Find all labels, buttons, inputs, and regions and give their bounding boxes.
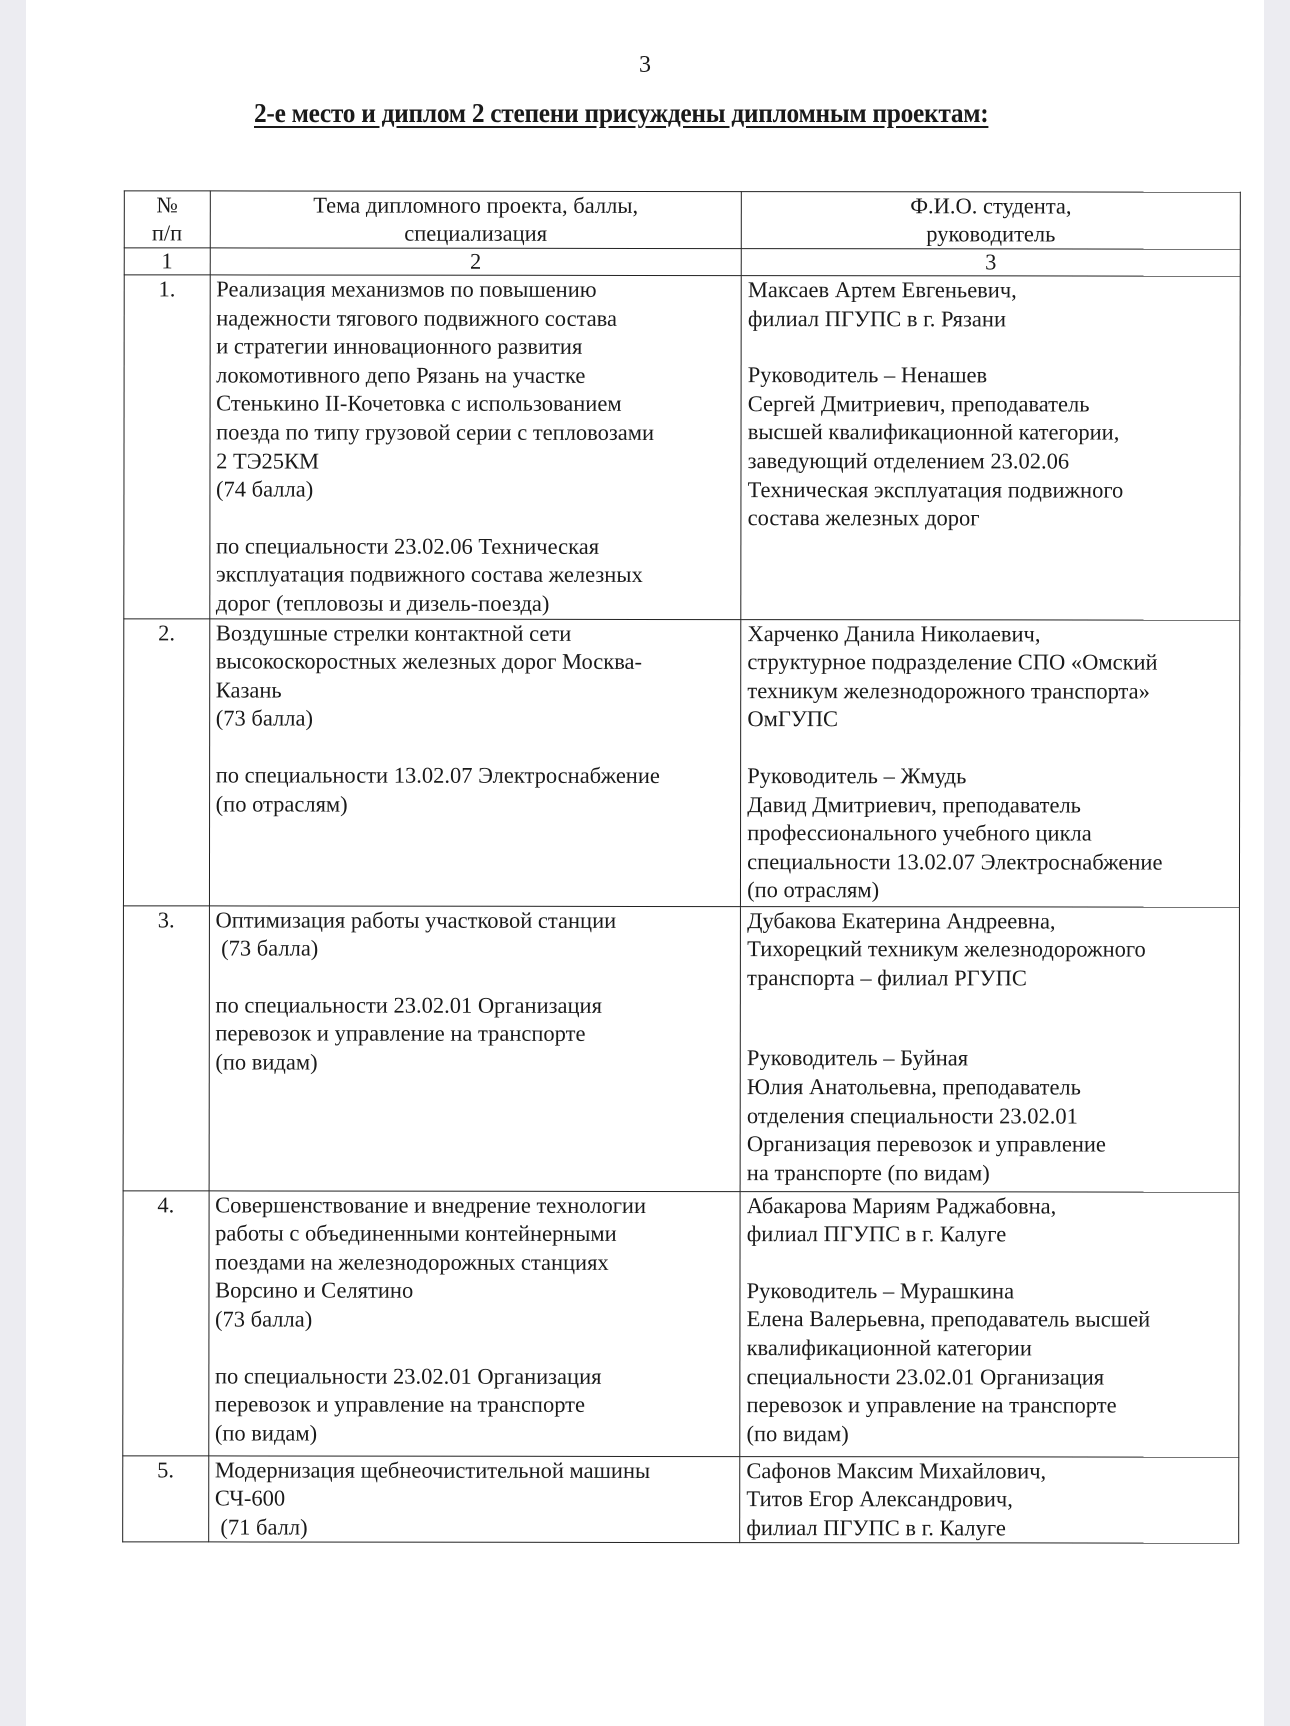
row-number: 2.: [123, 618, 209, 905]
supervisor-info: Руководитель – Мурашкина Елена Валерьевна, преподаватель высшей квалификационной категории специальности 23.02.01 Организация перевозок и управление на транспорте (по видам): [746, 1277, 1151, 1446]
supervisor-info: Руководитель – Ненашев Сергей Дмитриевич, преподаватель высшей квалификационной категории, заведующий отделением 23.02.06 Техническая эксплуатация подвижного состава железных дорог: [747, 362, 1124, 531]
column-number-row: [124, 248, 1240, 276]
student-info: Дубакова Екатерина Андреевна, Тихорецкий техникум железнодорожного транспорта – филиал РГУПС: [747, 907, 1146, 991]
student-info: Сафонов Максим Михайлович, Титов Егор Александрович, филиал ПГУПС в г. Калуге: [746, 1457, 1047, 1541]
awards-table: [122, 190, 1241, 1544]
row-number: 5.: [123, 1455, 209, 1542]
header-student: Ф.И.О. студента, руководитель: [741, 192, 1240, 250]
student-cell: [740, 1191, 1239, 1457]
project-score: (73 балла): [215, 705, 313, 731]
document-page: [26, 0, 1264, 1726]
table-row: [123, 1455, 1239, 1543]
student-cell: [740, 906, 1239, 1192]
project-title: Оптимизация работы участковой станции: [215, 906, 617, 933]
row-number: 4.: [123, 1190, 209, 1455]
project-title: Модернизация щебнеочистительной машины СЧ-600: [214, 1456, 651, 1511]
topic-cell: [209, 905, 741, 1191]
project-score: (71 балл): [214, 1514, 308, 1540]
column-number-3: 3: [741, 249, 1240, 277]
column-number-2: 2: [210, 248, 742, 276]
supervisor-info: Руководитель – Буйная Юлия Анатольевна, преподаватель отделения специальности 23.02.01 Организация перевозок и управление на транспорте (по видам): [746, 1045, 1106, 1186]
topic-cell: [208, 1190, 740, 1456]
student-info: Абакарова Мариям Раджабовна, филиал ПГУПС в г. Калуге: [746, 1192, 1057, 1247]
project-score: (73 балла): [215, 935, 319, 961]
table-row: [123, 1190, 1239, 1456]
project-specialty: по специальности 23.02.01 Организация перевозок и управление на транспорте (по видам): [214, 1362, 602, 1446]
header-topic: Тема дипломного проекта, баллы, специализация: [210, 191, 742, 249]
student-cell: [741, 276, 1240, 620]
row-number: 3.: [123, 905, 209, 1190]
table-row: [123, 618, 1239, 906]
supervisor-info: Руководитель – Жмудь Давид Дмитриевич, преподаватель профессионального учебного цикла специальности 13.02.07 Электроснабжение (по отраслям): [747, 762, 1163, 903]
student-info: Харченко Данила Николаевич, структурное подразделение СПО «Омский техникум железнодорожного транспорта» ОмГУПС: [747, 620, 1158, 732]
topic-cell: [209, 618, 741, 906]
page-heading: 2-е место и диплом 2 степени присуждены дипломным проектам:: [254, 98, 989, 128]
student-cell: [740, 1456, 1239, 1543]
row-number: 1.: [124, 275, 210, 619]
project-title: Реализация механизмов по повышению надежности тягового подвижного состава и стратегии инновационного развития локомотивного депо Рязань на участке Стенькино II-Кочетовка с использованием поезда по типу грузовой серии с тепловозами 2 ТЭ25КМ: [216, 276, 655, 474]
page-number: 3: [639, 52, 651, 78]
table-row: [124, 275, 1240, 620]
project-title: Совершенствование и внедрение технологии работы с объединенными контейнерными поездами на железнодорожных станциях Ворсино и Селятино: [215, 1191, 647, 1303]
table-header-row: [124, 191, 1240, 249]
project-specialty: по специальности 23.02.06 Техническая эксплуатация подвижного состава железных дорог (тепловозы и дизель-поезда): [215, 533, 643, 616]
project-score: (73 балла): [215, 1306, 313, 1332]
project-title: Воздушные стрелки контактной сети высокоскоростных железных дорог Москва- Казань: [215, 619, 643, 703]
topic-cell: [209, 275, 741, 619]
student-cell: [741, 619, 1240, 907]
table-row: [123, 905, 1239, 1191]
student-info: Максаев Артем Евгеньевич, филиал ПГУПС в г. Рязани: [747, 277, 1017, 331]
column-number-1: 1: [124, 248, 210, 275]
project-specialty: по специальности 13.02.07 Электроснабжение (по отраслям): [215, 762, 660, 817]
project-score: (74 балла): [216, 476, 314, 502]
header-number: № п/п: [124, 191, 210, 248]
project-specialty: по специальности 23.02.01 Организация перевозок и управление на транспорте (по видам): [215, 992, 602, 1075]
topic-cell: [208, 1455, 740, 1542]
